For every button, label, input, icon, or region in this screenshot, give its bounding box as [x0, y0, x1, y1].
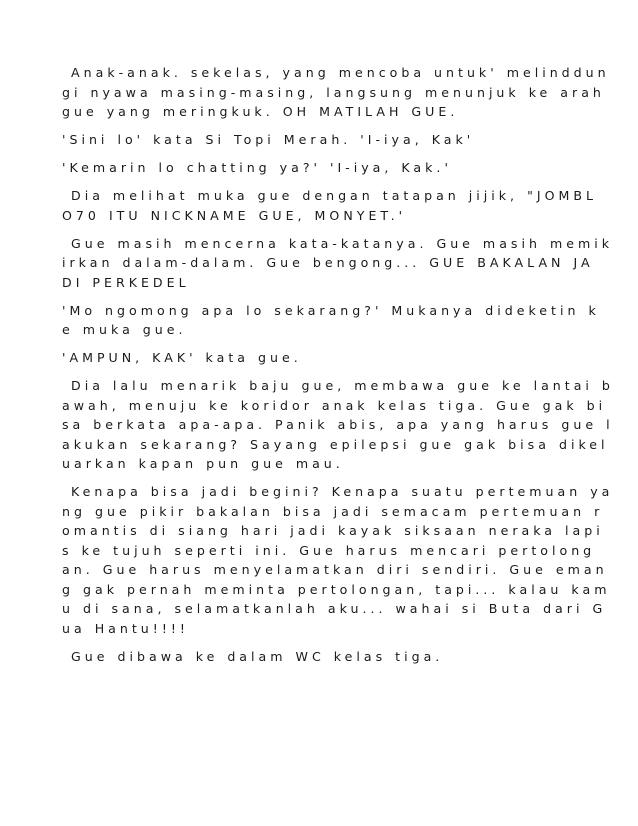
text-line: DI PERKEDEL: [62, 274, 190, 290]
text-line: 'Sini lo' kata Si Topi Merah. 'I-iya, Kak': [62, 132, 475, 147]
paragraph: [62, 376, 614, 474]
text-line: Gue masih mencerna kata-katanya. Gue masih memik: [62, 235, 614, 251]
text-line: sa berkata apa-apa. Panik abis, apa yang harus gue l: [62, 417, 614, 432]
text-line: omantis di siang hari jadi kayak siksaan neraka lapi: [62, 523, 604, 538]
paragraph: [62, 63, 610, 122]
text-line: ng gue pikir bakalan bisa jadi semacam pertemuan r: [62, 503, 604, 519]
paragraph: [62, 482, 614, 638]
text-line: Anak-anak. sekelas, yang mencoba untuk' melinddun: [62, 65, 610, 80]
text-line: gue yang meringkuk. OH MATILAH GUE.: [62, 104, 459, 119]
text-line: e muka gue.: [62, 322, 187, 337]
text-line: ua Hantu!!!!: [62, 620, 189, 636]
text-line: O70 ITU NICKNAME GUE, MONYET.': [62, 207, 407, 223]
paragraph: [62, 348, 567, 368]
text-line: 'Kemarin lo chatting ya?' 'I-iya, Kak.': [62, 160, 452, 175]
text-line: 'Mo ngomong apa lo sekarang?' Mukanya dideketin k: [62, 302, 600, 318]
text-line: g gak pernah meminta pertolongan, tapi... kalau kam: [62, 581, 611, 597]
paragraph: [62, 647, 567, 667]
paragraph: [62, 234, 614, 293]
text-line: awah, menuju ke koridor anak kelas tiga. Gue gak bi: [62, 397, 607, 413]
paragraph: [62, 130, 567, 150]
text-line: Dia lalu menarik baju gue, membawa gue ke lantai b: [62, 378, 614, 393]
text-line: Gue dibawa ke dalam WC kelas tiga.: [62, 648, 444, 664]
document-body: [62, 63, 614, 675]
text-line: Dia melihat muka gue dengan tatapan jijik, "JOMBL: [62, 188, 598, 203]
paragraph: [62, 186, 598, 225]
text-line: Kenapa bisa jadi begini? Kenapa suatu pertemuan ya: [62, 484, 614, 499]
text-line: 'AMPUN, KAK' kata gue.: [62, 350, 302, 365]
text-line: irkan dalam-dalam. Gue bengong... GUE BAKALAN JA: [62, 255, 594, 270]
text-line: s ke tujuh seperti ini. Gue harus mencari pertolong: [62, 542, 596, 558]
paragraph: [62, 301, 600, 340]
text-line: uarkan kapan pun gue mau.: [62, 456, 344, 471]
paragraph: [62, 158, 567, 178]
text-line: gi nyawa masing-masing, langsung menunjuk ke arah: [62, 84, 605, 100]
text-line: an. Gue harus menyelamatkan diri sendiri. Gue eman: [62, 562, 608, 577]
text-line: akukan sekarang? Sayang epilepsi gue gak bisa dikel: [62, 436, 609, 452]
text-line: u di sana, selamatkanlah aku... wahai si Buta dari G: [62, 601, 607, 616]
